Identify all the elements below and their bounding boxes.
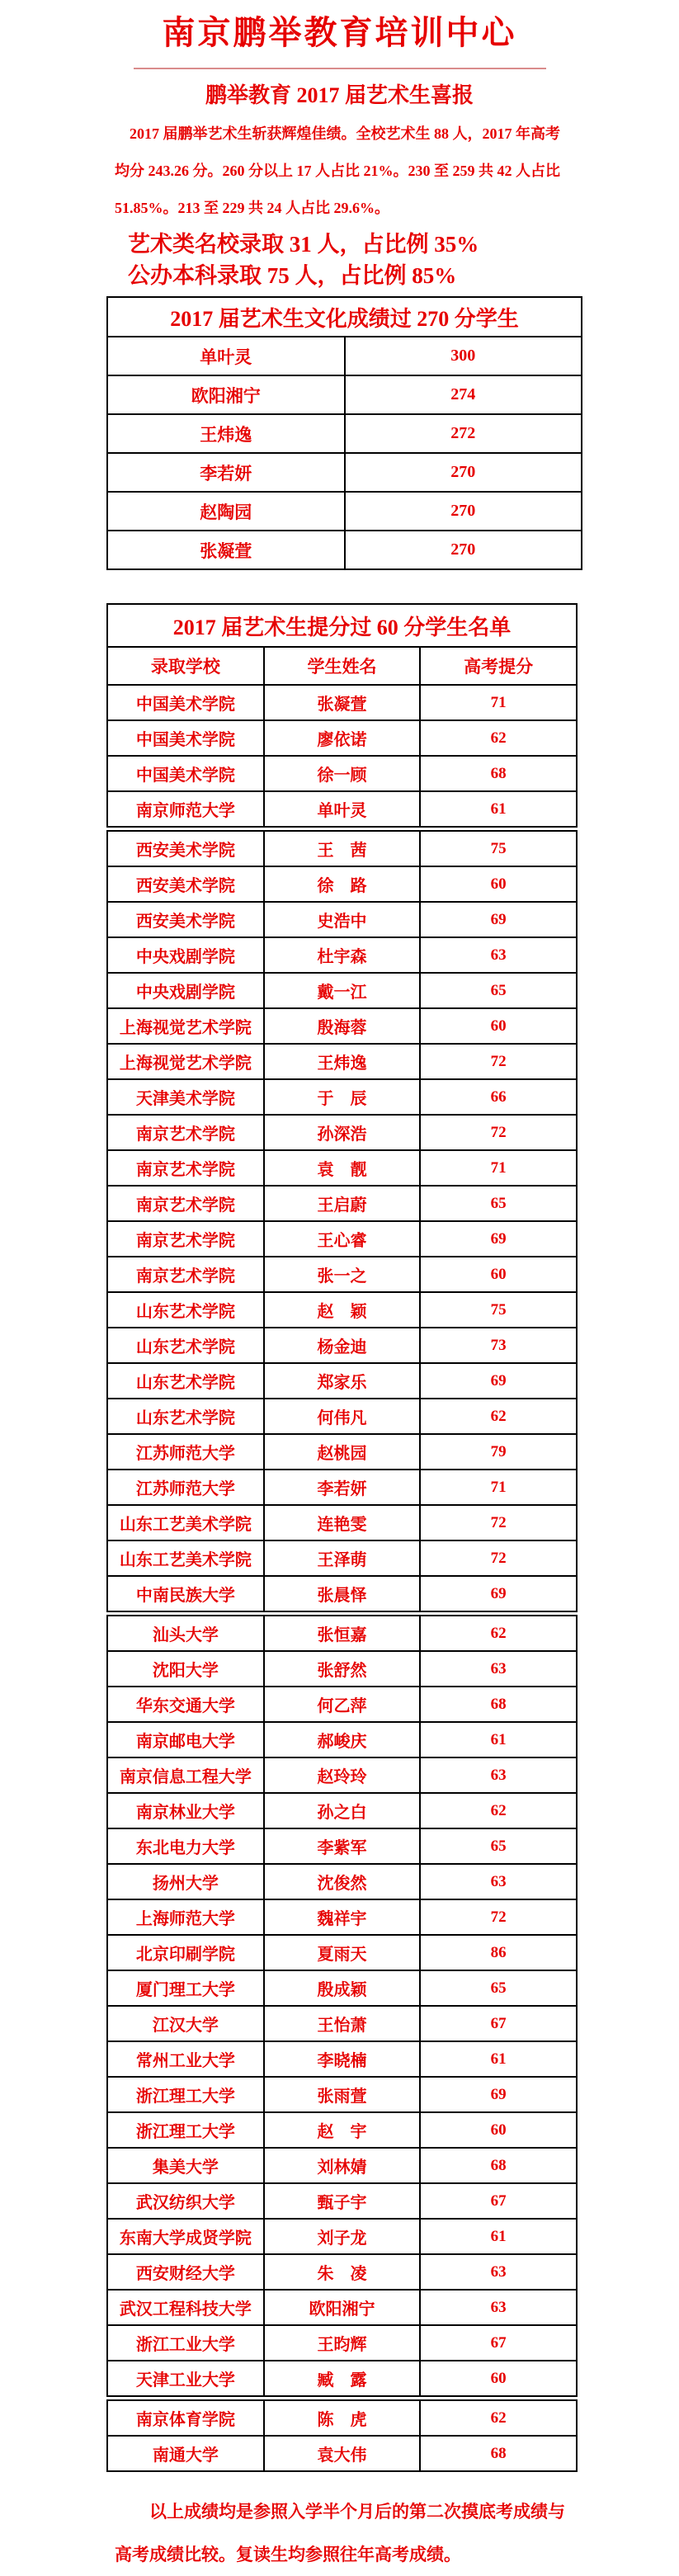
score-improvement-cell: 61	[420, 1722, 577, 1757]
score-improvement-cell: 68	[420, 756, 577, 791]
table-row	[107, 2325, 577, 2361]
school-cell: 浙江理工大学	[107, 2077, 264, 2112]
table-row	[107, 1115, 577, 1150]
student-name-cell: 赵 宇	[264, 2112, 421, 2148]
score-improvement-cell: 60	[420, 1008, 577, 1044]
school-cell: 南京艺术学院	[107, 1221, 264, 1257]
student-name-cell: 张晨怿	[264, 1576, 421, 1614]
table-row	[107, 1292, 577, 1328]
score-improvement-cell: 75	[420, 829, 577, 867]
student-name-cell: 张凝萱	[264, 685, 421, 720]
score-improvement-cell: 71	[420, 685, 577, 720]
school-cell: 南京艺术学院	[107, 1150, 264, 1186]
school-cell: 南京艺术学院	[107, 1257, 264, 1292]
student-name-cell: 刘林婧	[264, 2148, 421, 2183]
score-improvement-cell: 69	[420, 1576, 577, 1614]
table-row	[107, 1899, 577, 1935]
table-row	[107, 531, 582, 569]
highlight-line-art-schools: 艺术类名校录取 31 人，占比例 35%	[128, 232, 479, 257]
school-cell: 集美大学	[107, 2148, 264, 2183]
student-name-cell: 朱 凌	[264, 2254, 421, 2290]
student-name-cell: 赵陶园	[107, 492, 345, 531]
student-name-cell: 王 茜	[264, 829, 421, 867]
school-cell: 汕头大学	[107, 1614, 264, 1652]
score-improvement-cell: 67	[420, 2183, 577, 2219]
student-name-cell: 张雨萱	[264, 2077, 421, 2112]
intro-paragraph	[115, 116, 580, 227]
school-cell: 东南大学成贤学院	[107, 2219, 264, 2254]
score-improvement-cell: 67	[420, 2325, 577, 2361]
school-cell: 山东艺术学院	[107, 1292, 264, 1328]
score-improvement-cell: 69	[420, 1363, 577, 1399]
table-row	[107, 791, 577, 829]
school-cell: 上海师范大学	[107, 1899, 264, 1935]
school-cell: 天津工业大学	[107, 2361, 264, 2399]
student-name-cell: 刘子龙	[264, 2219, 421, 2254]
score-improvement-cell: 62	[420, 1399, 577, 1434]
school-cell: 沈阳大学	[107, 1651, 264, 1687]
school-cell: 南京林业大学	[107, 1793, 264, 1828]
student-name-cell: 张恒嘉	[264, 1614, 421, 1652]
student-name-cell: 单叶灵	[264, 791, 421, 829]
footer-note-line: 以上成绩均是参照入学半个月后的第二次摸底考成绩与	[149, 2502, 565, 2522]
student-name-cell: 夏雨天	[264, 1935, 421, 1970]
student-name-cell: 郝峻庆	[264, 1722, 421, 1757]
student-name-cell: 陈 虎	[264, 2399, 421, 2437]
score-improvement-cell: 61	[420, 791, 577, 829]
intro-line: 均分 243.26 分。260 分以上 17 人占比 21%。230 至 259 共 42 人占比	[115, 163, 560, 179]
score-improvement-table	[106, 603, 578, 2472]
school-cell: 北京印刷学院	[107, 1935, 264, 1970]
student-name-cell: 孙之白	[264, 1793, 421, 1828]
score-improvement-cell: 63	[420, 2290, 577, 2325]
table-row	[107, 414, 582, 453]
school-cell: 南京艺术学院	[107, 1115, 264, 1150]
column-header-student: 学生姓名	[264, 647, 421, 685]
school-cell: 武汉纺织大学	[107, 2183, 264, 2219]
culture-score-cell: 272	[345, 414, 582, 453]
school-cell: 浙江理工大学	[107, 2112, 264, 2148]
table-row	[107, 492, 582, 531]
school-cell: 南京师范大学	[107, 791, 264, 829]
student-name-cell: 廖依诺	[264, 720, 421, 756]
score-improvement-cell: 60	[420, 2361, 577, 2399]
school-cell: 上海视觉艺术学院	[107, 1044, 264, 1079]
score-improvement-cell: 71	[420, 1470, 577, 1505]
table-row	[107, 1722, 577, 1757]
table-row	[107, 1651, 577, 1687]
score-improvement-cell: 60	[420, 2112, 577, 2148]
school-cell: 中国美术学院	[107, 756, 264, 791]
student-name-cell: 殷成颖	[264, 1970, 421, 2006]
table-row	[107, 2041, 577, 2077]
score-improvement-cell: 68	[420, 2436, 577, 2471]
school-cell: 山东艺术学院	[107, 1399, 264, 1434]
score-improvement-cell: 63	[420, 1864, 577, 1899]
school-cell: 常州工业大学	[107, 2041, 264, 2077]
student-name-cell: 王泽萌	[264, 1540, 421, 1576]
table-row	[107, 2148, 577, 2183]
score-improvement-cell: 65	[420, 1970, 577, 2006]
school-cell: 中国美术学院	[107, 720, 264, 756]
table-title-row	[107, 297, 582, 337]
score-improvement-table-body	[107, 685, 577, 2471]
school-cell: 山东艺术学院	[107, 1363, 264, 1399]
student-name-cell: 何乙萍	[264, 1687, 421, 1722]
school-cell: 厦门理工大学	[107, 1970, 264, 2006]
table-row	[107, 1970, 577, 2006]
table-row	[107, 1793, 577, 1828]
score-improvement-cell: 68	[420, 1687, 577, 1722]
student-name-cell: 杜宇森	[264, 937, 421, 973]
school-cell: 南通大学	[107, 2436, 264, 2471]
culture-score-cell: 270	[345, 492, 582, 531]
title-divider	[134, 68, 546, 69]
school-cell: 西安美术学院	[107, 866, 264, 902]
student-name-cell: 郑家乐	[264, 1363, 421, 1399]
student-name-cell: 赵 颖	[264, 1292, 421, 1328]
report-subtitle: 鹏举教育 2017 届艺术生喜报	[205, 83, 474, 107]
culture-score-cell: 300	[345, 337, 582, 375]
table-row	[107, 2112, 577, 2148]
score-improvement-cell: 72	[420, 1115, 577, 1150]
student-name-cell: 欧阳湘宁	[264, 2290, 421, 2325]
intro-line: 51.85%。213 至 229 共 24 人占比 29.6%。	[115, 200, 389, 216]
score-improvement-table-title: 2017 届艺术生提分过 60 分学生名单	[107, 604, 577, 647]
school-cell: 南京邮电大学	[107, 1722, 264, 1757]
table-row	[107, 1399, 577, 1434]
student-name-cell: 连艳雯	[264, 1505, 421, 1540]
culture-score-table	[106, 296, 582, 570]
table-row	[107, 1757, 577, 1793]
score-improvement-cell: 60	[420, 1257, 577, 1292]
table-row	[107, 1864, 577, 1899]
school-cell: 山东工艺美术学院	[107, 1540, 264, 1576]
student-name-cell: 袁大伟	[264, 2436, 421, 2471]
score-improvement-cell: 86	[420, 1935, 577, 1970]
table-row	[107, 973, 577, 1008]
score-improvement-cell: 63	[420, 1757, 577, 1793]
table-row	[107, 1505, 577, 1540]
table-row	[107, 1687, 577, 1722]
school-cell: 山东艺术学院	[107, 1328, 264, 1363]
score-improvement-cell: 72	[420, 1505, 577, 1540]
school-cell: 中国美术学院	[107, 685, 264, 720]
table-row	[107, 375, 582, 414]
score-improvement-cell: 71	[420, 1150, 577, 1186]
table-row	[107, 1434, 577, 1470]
student-name-cell: 于 辰	[264, 1079, 421, 1115]
table-row	[107, 1576, 577, 1614]
school-cell: 浙江工业大学	[107, 2325, 264, 2361]
table-row	[107, 866, 577, 902]
student-name-cell: 臧 露	[264, 2361, 421, 2399]
student-name-cell: 戴一江	[264, 973, 421, 1008]
culture-score-cell: 274	[345, 375, 582, 414]
score-improvement-cell: 61	[420, 2219, 577, 2254]
page-title: 南京鹏举教育培训中心	[162, 14, 517, 51]
table-row	[107, 1363, 577, 1399]
school-cell: 中央戏剧学院	[107, 973, 264, 1008]
student-name-cell: 张一之	[264, 1257, 421, 1292]
column-header-improvement: 高考提分	[420, 647, 577, 685]
school-cell: 江汉大学	[107, 2006, 264, 2041]
school-cell: 扬州大学	[107, 1864, 264, 1899]
student-name-cell: 欧阳湘宁	[107, 375, 345, 414]
table-row	[107, 1008, 577, 1044]
table-header-row	[107, 647, 577, 685]
table-row	[107, 1044, 577, 1079]
student-name-cell: 王启蔚	[264, 1186, 421, 1221]
school-cell: 江苏师范大学	[107, 1434, 264, 1470]
score-improvement-cell: 62	[420, 1614, 577, 1652]
score-improvement-cell: 65	[420, 1828, 577, 1864]
table-row	[107, 685, 577, 720]
table-row	[107, 337, 582, 375]
score-improvement-cell: 62	[420, 1793, 577, 1828]
score-improvement-cell: 69	[420, 1221, 577, 1257]
table-row	[107, 937, 577, 973]
school-cell: 中央戏剧学院	[107, 937, 264, 973]
table-row	[107, 1186, 577, 1221]
score-improvement-cell: 75	[420, 1292, 577, 1328]
score-improvement-cell: 67	[420, 2006, 577, 2041]
school-cell: 南京体育学院	[107, 2399, 264, 2437]
student-name-cell: 殷海蓉	[264, 1008, 421, 1044]
table-row	[107, 902, 577, 937]
student-name-cell: 张凝萱	[107, 531, 345, 569]
score-improvement-cell: 63	[420, 2254, 577, 2290]
table-row	[107, 1150, 577, 1186]
table-row	[107, 2183, 577, 2219]
student-name-cell: 何伟凡	[264, 1399, 421, 1434]
score-improvement-cell: 65	[420, 1186, 577, 1221]
highlight-block	[128, 229, 679, 291]
student-name-cell: 甄子宇	[264, 2183, 421, 2219]
table-row	[107, 1079, 577, 1115]
table-row	[107, 1221, 577, 1257]
table-row	[107, 829, 577, 867]
score-improvement-cell: 62	[420, 720, 577, 756]
score-improvement-cell: 69	[420, 902, 577, 937]
table-row	[107, 1935, 577, 1970]
student-name-cell: 赵桃园	[264, 1434, 421, 1470]
score-improvement-cell: 63	[420, 937, 577, 973]
school-cell: 南京信息工程大学	[107, 1757, 264, 1793]
table-row	[107, 2006, 577, 2041]
student-name-cell: 李紫军	[264, 1828, 421, 1864]
student-name-cell: 史浩中	[264, 902, 421, 937]
score-improvement-cell: 72	[420, 1899, 577, 1935]
score-improvement-cell: 66	[420, 1079, 577, 1115]
culture-score-cell: 270	[345, 453, 582, 492]
table-row	[107, 2290, 577, 2325]
table-title-row	[107, 604, 577, 647]
highlight-line-public-colleges: 公办本科录取 75 人，占比例 85%	[128, 263, 457, 288]
student-name-cell: 单叶灵	[107, 337, 345, 375]
score-improvement-cell: 60	[420, 866, 577, 902]
score-improvement-cell: 73	[420, 1328, 577, 1363]
column-header-school: 录取学校	[107, 647, 264, 685]
school-cell: 西安美术学院	[107, 902, 264, 937]
school-cell: 南京艺术学院	[107, 1186, 264, 1221]
table-row	[107, 1828, 577, 1864]
student-name-cell: 王心睿	[264, 1221, 421, 1257]
school-cell: 武汉工程科技大学	[107, 2290, 264, 2325]
table-row	[107, 1540, 577, 1576]
score-improvement-cell: 65	[420, 973, 577, 1008]
culture-score-cell: 270	[345, 531, 582, 569]
school-cell: 中南民族大学	[107, 1576, 264, 1614]
school-cell: 西安美术学院	[107, 829, 264, 867]
culture-score-table-body	[107, 337, 582, 569]
student-name-cell: 袁 靓	[264, 1150, 421, 1186]
footer-note-line: 高考成绩比较。复读生均参照往年高考成绩。	[115, 2545, 461, 2564]
student-name-cell: 杨金迪	[264, 1328, 421, 1363]
table-row	[107, 453, 582, 492]
student-name-cell: 李若妍	[264, 1470, 421, 1505]
student-name-cell: 王炜逸	[264, 1044, 421, 1079]
student-name-cell: 李晓楠	[264, 2041, 421, 2077]
student-name-cell: 魏祥宇	[264, 1899, 421, 1935]
score-improvement-cell: 61	[420, 2041, 577, 2077]
culture-score-table-title: 2017 届艺术生文化成绩过 270 分学生	[107, 297, 582, 337]
score-improvement-cell: 68	[420, 2148, 577, 2183]
score-improvement-cell: 72	[420, 1044, 577, 1079]
score-improvement-cell: 63	[420, 1651, 577, 1687]
school-cell: 东北电力大学	[107, 1828, 264, 1864]
table-row	[107, 720, 577, 756]
student-name-cell: 李若妍	[107, 453, 345, 492]
footer-note	[115, 2490, 580, 2576]
student-name-cell: 王昀辉	[264, 2325, 421, 2361]
student-name-cell: 徐 路	[264, 866, 421, 902]
score-improvement-cell: 72	[420, 1540, 577, 1576]
student-name-cell: 赵玲玲	[264, 1757, 421, 1793]
student-name-cell: 孙深浩	[264, 1115, 421, 1150]
table-row	[107, 2219, 577, 2254]
school-cell: 华东交通大学	[107, 1687, 264, 1722]
score-improvement-cell: 69	[420, 2077, 577, 2112]
school-cell: 天津美术学院	[107, 1079, 264, 1115]
score-improvement-cell: 62	[420, 2399, 577, 2437]
table-row	[107, 2399, 577, 2437]
student-name-cell: 张舒然	[264, 1651, 421, 1687]
student-name-cell: 王炜逸	[107, 414, 345, 453]
table-row	[107, 1614, 577, 1652]
student-name-cell: 王怡萧	[264, 2006, 421, 2041]
school-cell: 上海视觉艺术学院	[107, 1008, 264, 1044]
intro-line: 2017 届鹏举艺术生斩获辉煌佳绩。全校艺术生 88 人，2017 年高考	[130, 125, 560, 142]
table-row	[107, 1257, 577, 1292]
table-row	[107, 2361, 577, 2399]
student-name-cell: 徐一顾	[264, 756, 421, 791]
table-row	[107, 1470, 577, 1505]
table-row	[107, 1328, 577, 1363]
school-cell: 江苏师范大学	[107, 1470, 264, 1505]
table-row	[107, 756, 577, 791]
score-improvement-cell: 79	[420, 1434, 577, 1470]
table-row	[107, 2077, 577, 2112]
student-name-cell: 沈俊然	[264, 1864, 421, 1899]
school-cell: 山东工艺美术学院	[107, 1505, 264, 1540]
school-cell: 西安财经大学	[107, 2254, 264, 2290]
table-row	[107, 2436, 577, 2471]
table-row	[107, 2254, 577, 2290]
